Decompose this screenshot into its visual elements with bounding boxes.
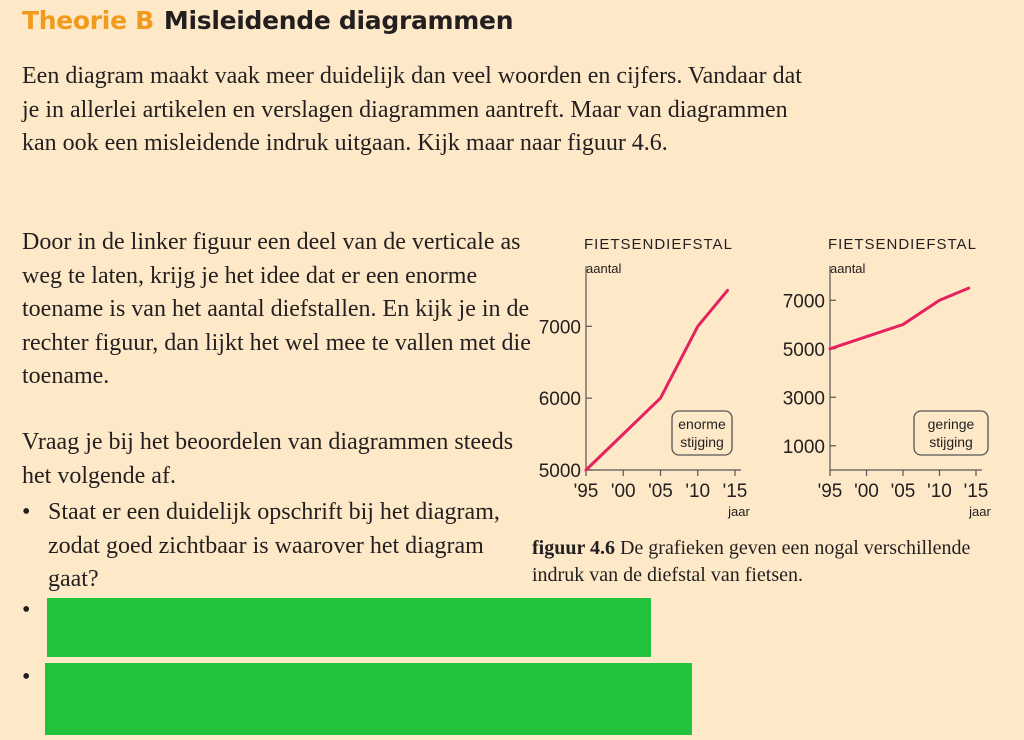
figure-caption: [532, 535, 1002, 589]
x-tick-label: '15: [963, 481, 989, 502]
x-tick-label: '95: [573, 481, 599, 502]
question-list: [22, 496, 528, 597]
section-heading: [22, 6, 513, 35]
bullet-marker: •: [22, 664, 31, 690]
chart-title: FIETSENDIEFSTAL: [584, 236, 733, 253]
y-tick-label: 3000: [782, 388, 825, 410]
bullet-marker: •: [22, 499, 31, 525]
question-intro-paragraph: Vraag je bij het beoordelen van diagrammen steeds het volgende af.: [22, 429, 514, 489]
section-title: Misleidende diagrammen: [163, 6, 514, 35]
figure-number: figuur 4.6: [532, 537, 615, 559]
caption-text: De grafieken geven een nogal verschillende indruk van de diefstal van fietsen.: [532, 537, 971, 586]
intro-paragraph: Een diagram maakt vaak meer duidelijk dan veel woorden en cijfers. Vandaar dat je in allerlei artikelen en verslagen diagrammen aantreft. Maar van diagrammen kan ook een misleidende indruk uitgaan. Kijk maar naar figuur 4.6.: [22, 63, 802, 156]
list-item: [22, 496, 528, 597]
list-item-text: Staat er een duidelijk opschrift bij het diagram, zodat goed zichtbaar is waarover het diagram gaat?: [48, 499, 500, 592]
chart-right: [768, 228, 1008, 528]
explanation-paragraph: Door in de linker figuur een deel van de verticale as weg te laten, krijg je het idee dat er een enorme toename is van het aantal diefstallen. En kijk je in de rechter figuur, dan lijkt het wel mee te vallen met die toename.: [22, 229, 531, 389]
x-axis-label: jaar: [728, 504, 750, 519]
y-tick-label: 1000: [782, 436, 825, 458]
section-label: Theorie B: [22, 6, 154, 35]
chart-title: FIETSENDIEFSTAL: [828, 236, 977, 253]
bullet-marker: •: [22, 597, 31, 623]
annotation-text: stijging: [929, 434, 973, 450]
redaction-block: [45, 663, 692, 735]
x-axis-label: jaar: [969, 504, 991, 519]
x-tick-label: '10: [685, 481, 711, 502]
y-axis-label: aantal: [830, 261, 866, 276]
annotation-text: geringe: [927, 416, 975, 432]
annotation-text: stijging: [680, 434, 724, 450]
redaction-block: [47, 598, 651, 657]
y-tick-label: 5000: [782, 339, 825, 361]
chart-left-svg: [520, 228, 770, 528]
x-tick-label: '15: [722, 481, 748, 502]
x-tick-label: '00: [854, 481, 879, 502]
x-tick-label: '10: [927, 481, 952, 502]
chart-left: [520, 228, 770, 528]
x-tick-label: '95: [817, 481, 843, 502]
annotation-text: enorme: [678, 416, 726, 432]
y-tick-label: 5000: [538, 461, 581, 482]
y-axis-label: aantal: [586, 261, 622, 276]
y-tick-label: 7000: [782, 291, 825, 313]
x-tick-label: '05: [648, 481, 673, 502]
y-tick-label: 6000: [538, 389, 581, 411]
y-tick-label: 7000: [538, 317, 581, 339]
chart-right-svg: [768, 228, 1008, 528]
series-line: [830, 288, 969, 349]
x-tick-label: '00: [610, 481, 636, 502]
x-tick-label: '05: [890, 481, 916, 502]
